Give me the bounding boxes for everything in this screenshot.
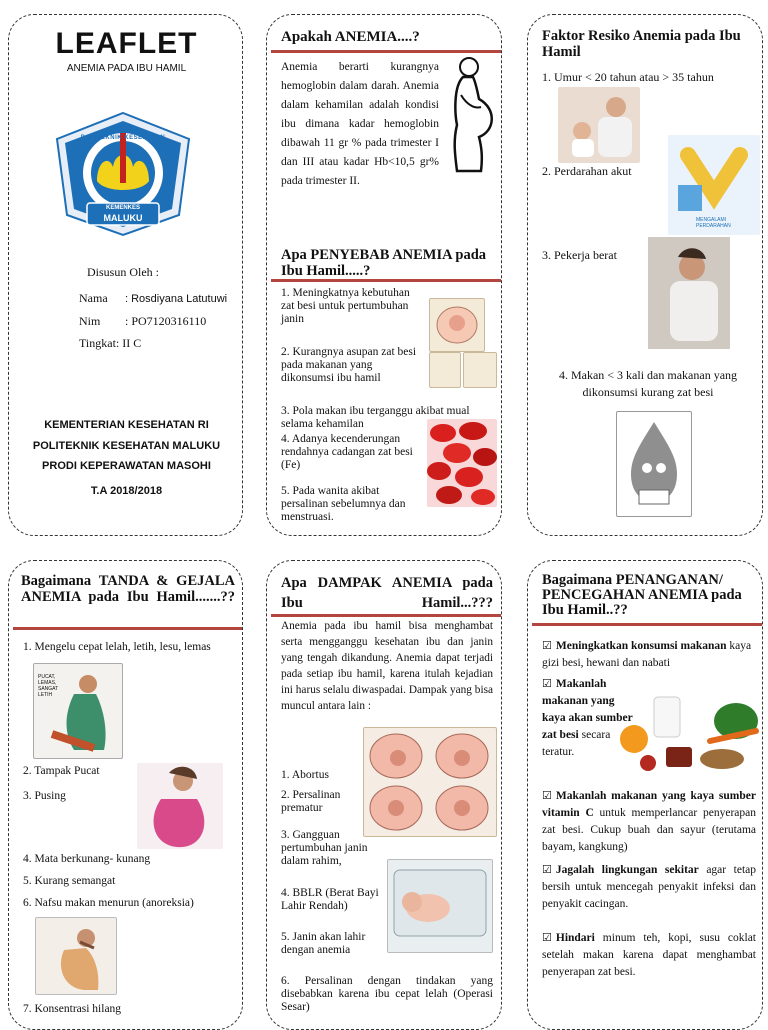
young-mother-image xyxy=(558,87,640,163)
sign-item-6: 6. Nafsu makan menurun (anoreksia) xyxy=(23,897,194,909)
institution: KEMENTERIAN KESEHATAN RI POLITEKNIK KESEHATAN MALUKU PRODI KEPERAWATAN MASOHI xyxy=(32,419,221,472)
check-icon: ☑ xyxy=(542,931,552,944)
author-heading: Disusun Oleh : xyxy=(87,265,159,279)
bleeding-caption: MENGALAMI PERDARAHAN xyxy=(696,217,731,229)
cover-panel xyxy=(8,14,243,536)
definition-panel xyxy=(266,14,502,536)
check-icon: ☑ xyxy=(542,677,552,690)
iron-rich-food-image xyxy=(618,691,760,777)
risk-item-1: 1. Umur < 20 tahun atau > 35 tahun xyxy=(542,70,714,84)
sign-item-7: 7. Konsentrasi hilang xyxy=(23,1003,122,1015)
nausea-woman-image xyxy=(35,917,117,995)
causes-title: Apa PENYEBAB ANEMIA pada Ibu Hamil.....? xyxy=(281,247,487,279)
logo-top-text: POLITEKNIK KESEHATAN xyxy=(80,135,166,141)
handling-title: Bagaimana PENANGANAN/ PENCEGAHAN ANEMIA pada Ibu Hamil..?? xyxy=(542,572,742,618)
cause-item-3: 3. Pola makan ibu terganggu akibat mual selama kehamilan xyxy=(281,405,470,430)
tired-worker-image xyxy=(648,237,730,349)
causes-rule xyxy=(271,279,501,282)
impact-item-5: 5. Janin akan lahir dengan anemia xyxy=(281,931,366,956)
handling-item-2: ☑ Makanlah makanan yang kaya akan sumber zat besi secara teratur. xyxy=(542,677,633,758)
signs-rule xyxy=(13,627,243,630)
bleeding-image xyxy=(668,135,760,235)
leaflet-title: LEAFLET xyxy=(55,27,198,60)
cause-item-4: 4. Adanya kecenderungan rendahnya cadangan zat besi (Fe) xyxy=(281,433,413,471)
headache-pregnant-image xyxy=(137,763,223,849)
check-icon: ☑ xyxy=(542,863,552,876)
cause-item-1: 1. Meningkatnya kebutuhan zat besi untuk pertumbuhan janin xyxy=(281,287,410,325)
handling-panel xyxy=(527,560,763,1030)
cause-item-2: 2. Kurangnya asupan zat besi pada makanan yang dikonsumsi ibu hamil xyxy=(281,346,417,384)
impact-item-1: 1. Abortus xyxy=(281,769,329,781)
academic-year: T.A 2018/2018 xyxy=(90,485,163,497)
impact-title: Apa DAMPAK ANEMIA pada Ibu Hamil...??? xyxy=(281,575,493,611)
leaflet-subtitle: ANEMIA PADA IBU HAMIL xyxy=(66,63,187,74)
definition-rule xyxy=(271,50,501,53)
risk-item-4: 4. Makan < 3 kali dan makanan yang dikonsumsi kurang zat besi xyxy=(558,368,738,399)
blood-drop-mascot-image xyxy=(616,411,692,517)
impact-item-2: 2. Persalinan prematur xyxy=(281,789,341,814)
handling-item-4: ☑ Jagalah lingkungan sekitar agar tetap bersih untuk mencegah penyakit infeksi dan penyakit cacingan. xyxy=(542,863,756,910)
impact-item-3: 3. Gangguan pertumbuhan janin dalam rahim, xyxy=(281,829,368,867)
field-tingkat: Tingkat: II C xyxy=(79,336,142,350)
risk-title: Faktor Resiko Anemia pada Ibu Hamil xyxy=(542,28,741,60)
signs-title: Bagaimana TANDA & GEJALA ANEMIA pada Ibu Hamil.......?? xyxy=(21,573,235,605)
risk-panel xyxy=(527,14,763,536)
risk-item-2: 2. Perdarahan akut xyxy=(542,164,632,178)
incubator-baby-image xyxy=(387,859,493,953)
sign-item-3: 3. Pusing xyxy=(23,790,66,802)
handling-item-5: ☑ Hindari minum teh, kopi, susu coklat setelah makan karena dapat menghambat penyerapan zat besi. xyxy=(542,931,756,978)
check-icon: ☑ xyxy=(542,639,552,652)
sign-item-4: 4. Mata berkunang- kunang xyxy=(23,853,151,865)
impact-rule xyxy=(271,614,501,617)
logo-ribbon-top: KEMENKES xyxy=(105,205,140,211)
author-fields xyxy=(79,287,227,354)
fetus-diagram-image-3 xyxy=(463,352,497,388)
weak-woman-caption: PUCAT, LEMAS, SANGAT LETIH xyxy=(38,674,59,698)
abortion-diagram-image xyxy=(363,727,497,837)
handling-item-1: ☑ Meningkatkan konsumsi makanan kaya gizi besi, hewani dan nabati xyxy=(542,639,752,669)
field-nama: Nama : Rosdiyana Latutuwi xyxy=(79,291,228,305)
risk-item-3: 3. Pekerja berat xyxy=(542,248,617,262)
red-blood-cells-image xyxy=(427,419,497,507)
poltekkes-logo xyxy=(53,111,193,237)
sign-item-5: 5. Kurang semangat xyxy=(23,875,116,887)
impact-intro: Anemia pada ibu hamil bisa menghambat serta mengganggu kesehatan ibu dan janin yang tengah dikandung. Anemia dapat terjadi pada setiap ibu hamil, karena itulah kejadian ini harus selalu diwaspadai. Dampak yang bisa muncul antara lain : xyxy=(281,620,493,712)
handling-rule xyxy=(532,623,762,626)
weak-woman-image xyxy=(33,663,123,759)
impact-item-6: 6. Persalinan dengan tindakan yang disebabkan karena ibu cepat lelah (Operasi Sesar) xyxy=(281,975,493,1013)
sign-item-1: 1. Mengelu cepat lelah, letih, lesu, lemas xyxy=(23,641,211,653)
signs-panel xyxy=(8,560,243,1030)
handling-item-3: ☑ Makanlah makanan yang kaya sumber vitamin C untuk memperlancar penyerapan zat besi. Cukup buah dan sayur (terutama bayam, kangkung) xyxy=(542,789,756,853)
impact-item-4: 4. BBLR (Berat Bayi Lahir Rendah) xyxy=(281,887,379,912)
field-nim: Nim : PO7120316110 xyxy=(79,314,207,328)
pregnant-woman-image xyxy=(443,55,499,175)
impact-panel xyxy=(266,560,502,1030)
definition-body: Anemia berarti kurangnya hemoglobin dalam darah. Anemia dalam kehamilan adalah kondisi ibu dimana kadar hemoglobin dibawah 11 gr % pada trimester I dan III atau kadar Hb<10,5 gr% pada trimester II. xyxy=(281,61,439,187)
sign-item-2: 2. Tampak Pucat xyxy=(23,765,100,777)
cause-item-5: 5. Pada wanita akibat persalinan sebelumnya dan menstruasi. xyxy=(281,485,406,523)
fetus-diagram-image-1 xyxy=(429,298,485,352)
definition-title: Apakah ANEMIA....? xyxy=(281,29,420,45)
fetus-diagram-image-2 xyxy=(429,352,461,388)
logo-ribbon-bottom: MALUKU xyxy=(103,213,143,223)
check-icon: ☑ xyxy=(542,789,552,802)
